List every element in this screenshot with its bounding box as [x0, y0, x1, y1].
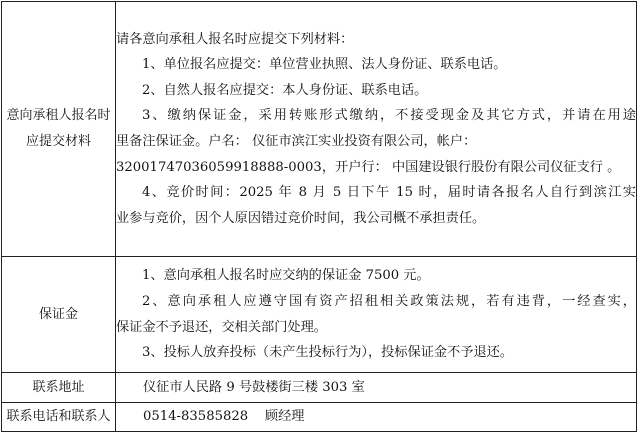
- deposit-item-1: 1、意向承租人报名时应交纳的保证金 7500 元。: [142, 268, 430, 284]
- deposit-item-2-line-2: 保证金不予退还，交相关部门处理。: [116, 319, 327, 335]
- deposit-content-cell: [116, 257, 637, 373]
- materials-content-cell: [116, 2, 637, 257]
- address-content-cell: [116, 373, 637, 403]
- materials-item-2: 2、自然人报名应提交：本人身份证、联系电话。: [142, 82, 428, 98]
- address-row: [2, 373, 637, 403]
- deposit-item-2-line-1: 2、意向承租人应遵守国有资产招租相关政策法规，若有违背，一经查实，: [142, 293, 636, 309]
- contact-label: 联系电话和联系人: [2, 403, 116, 432]
- materials-label-cell: [2, 2, 116, 257]
- materials-intro: 请各意向承租人报名时应提交下列材料：: [116, 31, 354, 47]
- materials-label-line2: 应提交材料: [25, 134, 91, 149]
- deposit-row: [2, 257, 637, 373]
- materials-item-3-line-3: 32001747036059918888-0003，开户行： 中国建设银行股份有限公司仪征支行 。: [116, 159, 621, 175]
- address-value: 仪征市人民路 9 号鼓楼街三楼 303 室: [143, 379, 365, 395]
- materials-item-3-line-2: 里备注保证金。户名： 仪征市滨江实业投资有限公司，帐户：: [116, 134, 477, 149]
- materials-row: [2, 2, 637, 257]
- tender-info-table: [1, 1, 637, 432]
- materials-item-4-line-2: 业参与竞价，因个人原因错过竞价时间，我公司概不承担责任。: [116, 210, 486, 226]
- materials-item-3-line-1: 3、缴纳保证金，采用转账形式缴纳，不接受现金及其它方式，并请在用途: [142, 108, 636, 124]
- deposit-label: 保证金: [2, 257, 116, 373]
- contact-value: 0514-83585828 顾经理: [143, 409, 305, 424]
- contact-row: [2, 403, 637, 432]
- materials-item-4-line-1: 4、竞价时间：2025 年 8 月 5 日下午 15 时，届时请各报名人自行到滨江实: [142, 185, 636, 201]
- materials-item-1: 1、单位报名应提交：单位营业执照、法人身份证、联系电话。: [142, 57, 507, 73]
- contact-content-cell: [116, 403, 637, 432]
- materials-label-line1: 意向承租人报名时: [6, 108, 111, 123]
- deposit-item-3: 3、投标人放弃投标（未产生投标行为），投标保证金不予退还。: [142, 345, 514, 361]
- address-label: 联系地址: [2, 373, 116, 403]
